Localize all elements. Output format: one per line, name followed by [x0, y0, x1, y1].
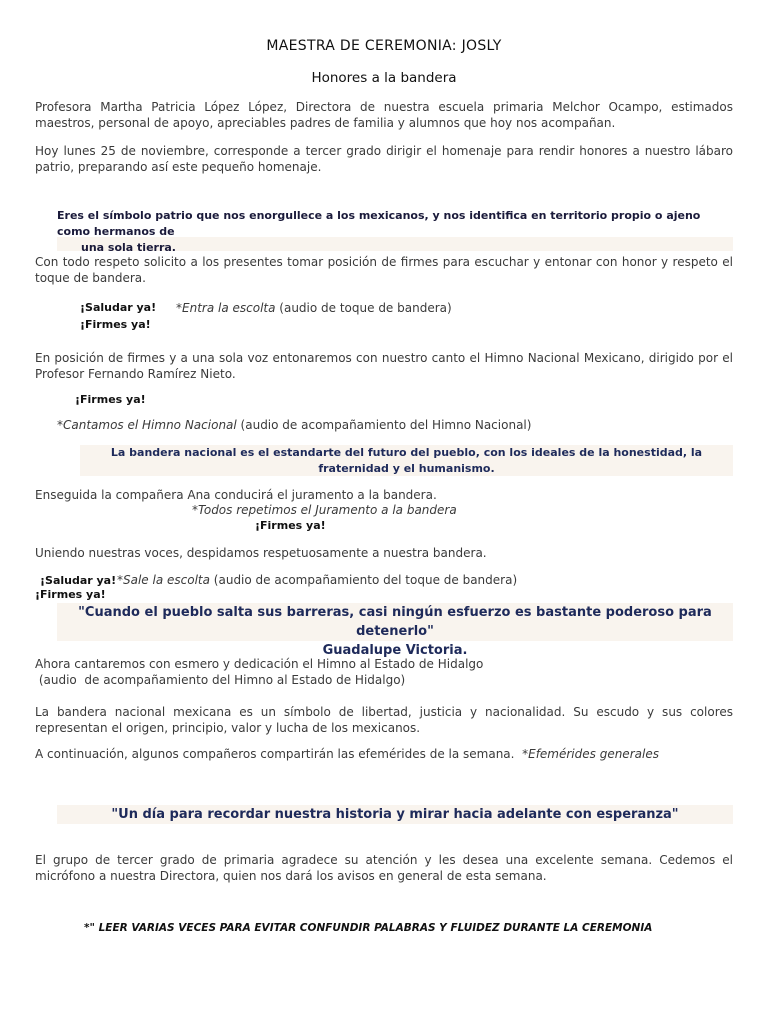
audio-note-2: (audio de acompañamiento del Himno Nacional) [236, 418, 532, 432]
paragraph-position: Con todo respeto solicito a los presentes tomar posición de firmes para escuchar y entonar con honor y respeto el toque de bandera. [35, 255, 733, 285]
paragraph-greeting: Profesora Martha Patricia López López, Directora de nuestra escuela primaria Melchor Ocampo, estimados maestros, personal de apoyo, apreciables padres de familia y alumnos que hoy nos acompañan. [35, 100, 733, 130]
instruction-star: * [57, 418, 63, 432]
highlight-quote-1-line1: Eres el símbolo patrio que nos enorgullece a los mexicanos, y nos identifica en territorio propio o ajeno como hermanos de [57, 209, 701, 238]
command-firmes: ¡Firmes ya! [80, 318, 151, 331]
paragraph-bandera-simbolo: La bandera nacional mexicana es un símbolo de libertad, justicia y nacionalidad. Su escudo y sus colores representan el origen, principio, valor y lucha de los mexicanos. [35, 705, 733, 735]
instruction-sale-escolta: *Sale la escolta [117, 573, 210, 587]
command-instruction-2 [57, 418, 531, 432]
footer-note: *" LEER VARIAS VECES PARA EVITAR CONFUNDIR PALABRAS Y FLUIDEZ DURANTE LA CEREMONIA [84, 922, 653, 934]
command-instruction-1 [176, 301, 452, 315]
quote-victoria-text: "Cuando el pueblo salta sus barreras, casi ningún esfuerzo es bastante poderoso para detenerlo" [78, 605, 712, 639]
command-saludar: ¡Saludar ya! [80, 301, 157, 314]
command-saludar-2: ¡Saludar ya! [40, 574, 117, 587]
paragraph-juramento: Enseguida la compañera Ana conducirá el juramento a la bandera. [35, 488, 437, 502]
instruction-entra-escolta: *Entra la escolta [176, 301, 276, 315]
command-firmes-3: ¡Firmes ya! [255, 519, 326, 532]
paragraph-himno-hidalgo [35, 656, 733, 688]
paragraph-himno: En posición de firmes y a una sola voz entonaremos con nuestro canto el Himno Nacional Mexicano, dirigido por el Profesor Fernando Ramírez Nieto. [35, 351, 733, 381]
command-firmes-2: ¡Firmes ya! [75, 393, 146, 406]
efemerides-text: A continuación, algunos compañeros compartirán las efemérides de la semana. [35, 747, 523, 761]
paragraph-himno-hidalgo-line2: (audio de acompañamiento del Himno al Estado de Hidalgo) [35, 673, 406, 687]
highlight-quote-1-line2: una sola tierra. [81, 241, 176, 254]
command-firmes-4: ¡Firmes ya! [35, 588, 106, 601]
paragraph-efemerides [35, 746, 733, 762]
highlight-quote-1 [57, 208, 733, 256]
quote-victoria-author: Guadalupe Victoria. [322, 643, 468, 658]
paragraph-cierre: El grupo de tercer grado de primaria agradece su atención y les desea una excelente semana. Cedemos el micrófono a nuestra Directora, quien nos dará los avisos en general de esta semana. [35, 853, 733, 883]
audio-note-4: (audio de acompañamiento del toque de bandera) [209, 573, 518, 587]
page-subtitle: Honores a la bandera [311, 70, 457, 86]
instruction-juramento: *Todos repetimos el Juramento a la bandera [192, 503, 457, 517]
instruction-efemerides: *Efemérides generales [522, 747, 659, 761]
paragraph-despedida: Uniendo nuestras voces, despidamos respetuosamente a nuestra bandera. [35, 546, 487, 560]
highlight-quote-2: La bandera nacional es el estandarte del futuro del pueblo, con los ideales de la honestidad, la fraternidad y el humanismo. [80, 445, 733, 476]
paragraph-intro: Hoy lunes 25 de noviembre, corresponde a tercer grado dirigir el homenaje para rendir honores a nuestro lábaro patrio, preparando así este pequeño homenaje. [35, 144, 733, 174]
command-instruction-4 [117, 573, 517, 587]
paragraph-himno-hidalgo-line1: Ahora cantaremos con esmero y dedicación el Himno al Estado de Hidalgo [35, 657, 484, 671]
page-title: MAESTRA DE CEREMONIA: JOSLY [266, 38, 502, 54]
quote-esperanza: "Un día para recordar nuestra historia y mirar hacia adelante con esperanza" [57, 805, 733, 824]
audio-note-1: (audio de toque de bandera) [275, 301, 452, 315]
instruction-cantamos: Cantamos el Himno Nacional [63, 418, 237, 432]
quote-victoria [57, 603, 733, 658]
